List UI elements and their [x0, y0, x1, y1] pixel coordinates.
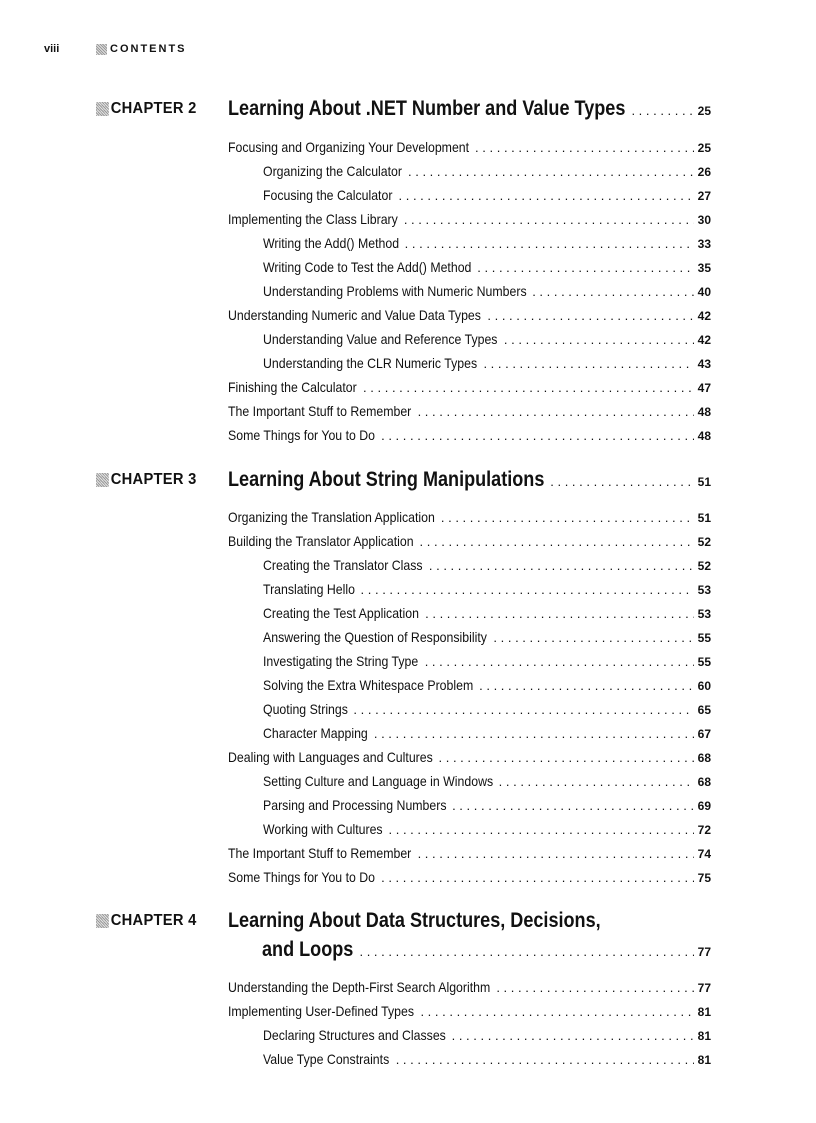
- page-ref: 43: [697, 357, 711, 371]
- page-ref: 40: [697, 285, 711, 299]
- leader-dots: [420, 534, 694, 549]
- toc-entry[interactable]: [263, 773, 711, 793]
- chapter-label: CHAPTER 3: [96, 471, 197, 489]
- entry-title: Answering the Question of Responsibility: [263, 629, 487, 645]
- leader-dots: [487, 308, 693, 323]
- chapter-title-row[interactable]: [228, 909, 711, 933]
- page-ref: 67: [697, 727, 711, 741]
- toc-entry[interactable]: [263, 581, 711, 601]
- entry-title: Organizing the Calculator: [263, 163, 403, 179]
- entry-title: Understanding Problems with Numeric Numbers: [263, 283, 527, 299]
- entry-title: Creating the Test Application: [263, 605, 419, 621]
- page-ref: 69: [697, 799, 711, 813]
- page-ref: 27: [697, 189, 711, 203]
- toc-entry[interactable]: [228, 427, 711, 447]
- page-ref: 33: [697, 237, 711, 251]
- page-ref: 51: [697, 511, 711, 525]
- page-number: viii: [44, 43, 60, 55]
- entry-title: Organizing the Translation Application: [228, 509, 435, 525]
- toc-entry[interactable]: [228, 509, 711, 529]
- toc-entry[interactable]: [228, 533, 711, 553]
- toc-entry[interactable]: [263, 331, 711, 351]
- toc-entry[interactable]: [228, 1003, 711, 1023]
- leader-dots: [477, 260, 693, 275]
- toc-entry[interactable]: [263, 1051, 711, 1071]
- page-ref: 51: [697, 475, 711, 489]
- leader-dots: [420, 1004, 693, 1019]
- toc-entry[interactable]: [263, 355, 711, 375]
- page-ref: 25: [697, 141, 711, 155]
- toc-entry[interactable]: [228, 379, 711, 399]
- toc-entry[interactable]: [228, 979, 711, 999]
- entry-title: Quoting Strings: [263, 701, 348, 717]
- square-bullet-icon: [96, 914, 109, 928]
- leader-dots: [361, 582, 694, 597]
- toc-entry[interactable]: [263, 605, 711, 625]
- entry-title: Character Mapping: [263, 725, 368, 741]
- entry-title: Some Things for You to Do: [228, 427, 376, 443]
- page-ref: 53: [697, 607, 711, 621]
- leader-dots: [475, 140, 694, 155]
- toc-entry[interactable]: [228, 307, 711, 327]
- entry-title: Focusing the Calculator: [263, 187, 393, 203]
- entry-title: Some Things for You to Do: [228, 869, 376, 885]
- toc-entry[interactable]: [263, 821, 711, 841]
- leader-dots: [353, 702, 693, 717]
- page-ref: 77: [697, 981, 711, 995]
- page-ref: 25: [697, 104, 711, 118]
- page-ref: 48: [697, 429, 711, 443]
- toc-entry[interactable]: [228, 403, 711, 423]
- leader-dots: [504, 332, 694, 347]
- entry-title: Understanding the CLR Numeric Types: [263, 355, 478, 371]
- leader-dots: [479, 678, 694, 693]
- chapter-title: Learning About .NET Number and Value Types: [228, 97, 626, 120]
- page-ref: 47: [697, 381, 711, 395]
- page-ref: 55: [697, 631, 711, 645]
- square-bullet-icon: [96, 44, 107, 55]
- toc-entry[interactable]: [263, 701, 711, 721]
- toc-entry[interactable]: [263, 557, 711, 577]
- toc-entry[interactable]: [263, 629, 711, 649]
- page-ref: 35: [697, 261, 711, 275]
- leader-dots: [452, 798, 694, 813]
- entry-title: Dealing with Languages and Cultures: [228, 749, 433, 765]
- leader-dots: [631, 103, 693, 118]
- entry-title: The Important Stuff to Remember: [228, 403, 412, 419]
- leader-dots: [425, 654, 694, 669]
- leader-dots: [363, 380, 694, 395]
- leader-dots: [439, 750, 694, 765]
- entry-title: Writing the Add() Method: [263, 235, 400, 251]
- chapter-title-row[interactable]: [228, 97, 711, 121]
- page-ref: 26: [697, 165, 711, 179]
- entry-title: Understanding the Depth-First Search Algorithm: [228, 979, 491, 995]
- chapter-title: Learning About Data Structures, Decisions,: [228, 909, 601, 932]
- chapter-title-continuation[interactable]: [228, 938, 711, 962]
- toc-entry[interactable]: [228, 139, 711, 159]
- page-ref: 60: [697, 679, 711, 693]
- toc-entry[interactable]: [263, 187, 711, 207]
- page-ref: 77: [697, 945, 711, 959]
- page-ref: 72: [697, 823, 711, 837]
- leader-dots: [429, 558, 694, 573]
- toc-entry[interactable]: [263, 235, 711, 255]
- leader-dots: [359, 944, 693, 959]
- toc-entry[interactable]: [263, 283, 711, 303]
- toc-entry[interactable]: [228, 869, 711, 889]
- leader-dots: [550, 474, 693, 489]
- leader-dots: [425, 606, 694, 621]
- chapter-label: CHAPTER 4: [96, 912, 197, 930]
- page-ref: 55: [697, 655, 711, 669]
- entry-title: Implementing the Class Library: [228, 211, 398, 227]
- leader-dots: [408, 164, 694, 179]
- entry-title: Value Type Constraints: [263, 1051, 390, 1067]
- chapter-title: Learning About String Manipulations: [228, 468, 545, 491]
- page-ref: 30: [697, 213, 711, 227]
- entry-title: Working with Cultures: [263, 821, 383, 837]
- entry-title: Building the Translator Application: [228, 533, 414, 549]
- entry-title: Focusing and Organizing Your Development: [228, 139, 470, 155]
- page-ref: 48: [697, 405, 711, 419]
- leader-dots: [483, 356, 693, 371]
- leader-dots: [381, 870, 694, 885]
- leader-dots: [441, 510, 694, 525]
- page-ref: 53: [697, 583, 711, 597]
- section-label: CONTENTS: [110, 43, 187, 55]
- leader-dots: [396, 1052, 694, 1067]
- leader-dots: [532, 284, 693, 299]
- toc-entry[interactable]: [228, 749, 711, 769]
- toc-entry[interactable]: [228, 845, 711, 865]
- page-ref: 65: [697, 703, 711, 717]
- leader-dots: [389, 822, 694, 837]
- toc-entry[interactable]: [263, 797, 711, 817]
- entry-title: Understanding Value and Reference Types: [263, 331, 498, 347]
- leader-dots: [399, 188, 694, 203]
- toc-entry[interactable]: [263, 1027, 711, 1047]
- toc-entry[interactable]: [263, 677, 711, 697]
- leader-dots: [404, 212, 694, 227]
- square-bullet-icon: [96, 102, 109, 116]
- page-ref: 74: [697, 847, 711, 861]
- toc-entry[interactable]: [263, 653, 711, 673]
- page-ref: 42: [697, 333, 711, 347]
- leader-dots: [374, 726, 694, 741]
- page-ref: 52: [697, 559, 711, 573]
- leader-dots: [496, 980, 693, 995]
- entry-title: Solving the Extra Whitespace Problem: [263, 677, 474, 693]
- running-header: [44, 43, 187, 55]
- entry-title: The Important Stuff to Remember: [228, 845, 412, 861]
- entry-title: Translating Hello: [263, 581, 355, 597]
- leader-dots: [418, 404, 694, 419]
- toc-entry[interactable]: [263, 259, 711, 279]
- entry-title: Declaring Structures and Classes: [263, 1027, 446, 1043]
- chapter-title-row[interactable]: [228, 468, 711, 492]
- leader-dots: [405, 236, 694, 251]
- entry-title: Parsing and Processing Numbers: [263, 797, 447, 813]
- entry-title: Implementing User-Defined Types: [228, 1003, 415, 1019]
- page-ref: 81: [697, 1005, 711, 1019]
- page-ref: 68: [697, 775, 711, 789]
- leader-dots: [493, 630, 693, 645]
- entry-title: Investigating the String Type: [263, 653, 419, 669]
- leader-dots: [499, 774, 694, 789]
- entry-title: Finishing the Calculator: [228, 379, 357, 395]
- chapter-title-cont: and Loops: [262, 938, 354, 961]
- page-ref: 81: [697, 1053, 711, 1067]
- leader-dots: [452, 1028, 694, 1043]
- page-ref: 75: [697, 871, 711, 885]
- entry-title: Creating the Translator Class: [263, 557, 423, 573]
- page-ref: 42: [697, 309, 711, 323]
- page-ref: 52: [697, 535, 711, 549]
- toc-entry[interactable]: [228, 211, 711, 231]
- chapter-label: CHAPTER 2: [96, 100, 197, 118]
- toc-entry[interactable]: [263, 163, 711, 183]
- entry-title: Understanding Numeric and Value Data Types: [228, 307, 481, 323]
- entry-title: Writing Code to Test the Add() Method: [263, 259, 472, 275]
- leader-dots: [381, 428, 694, 443]
- entry-title: Setting Culture and Language in Windows: [263, 773, 494, 789]
- page-ref: 81: [697, 1029, 711, 1043]
- page-ref: 68: [697, 751, 711, 765]
- toc-entry[interactable]: [263, 725, 711, 745]
- square-bullet-icon: [96, 473, 109, 487]
- leader-dots: [418, 846, 694, 861]
